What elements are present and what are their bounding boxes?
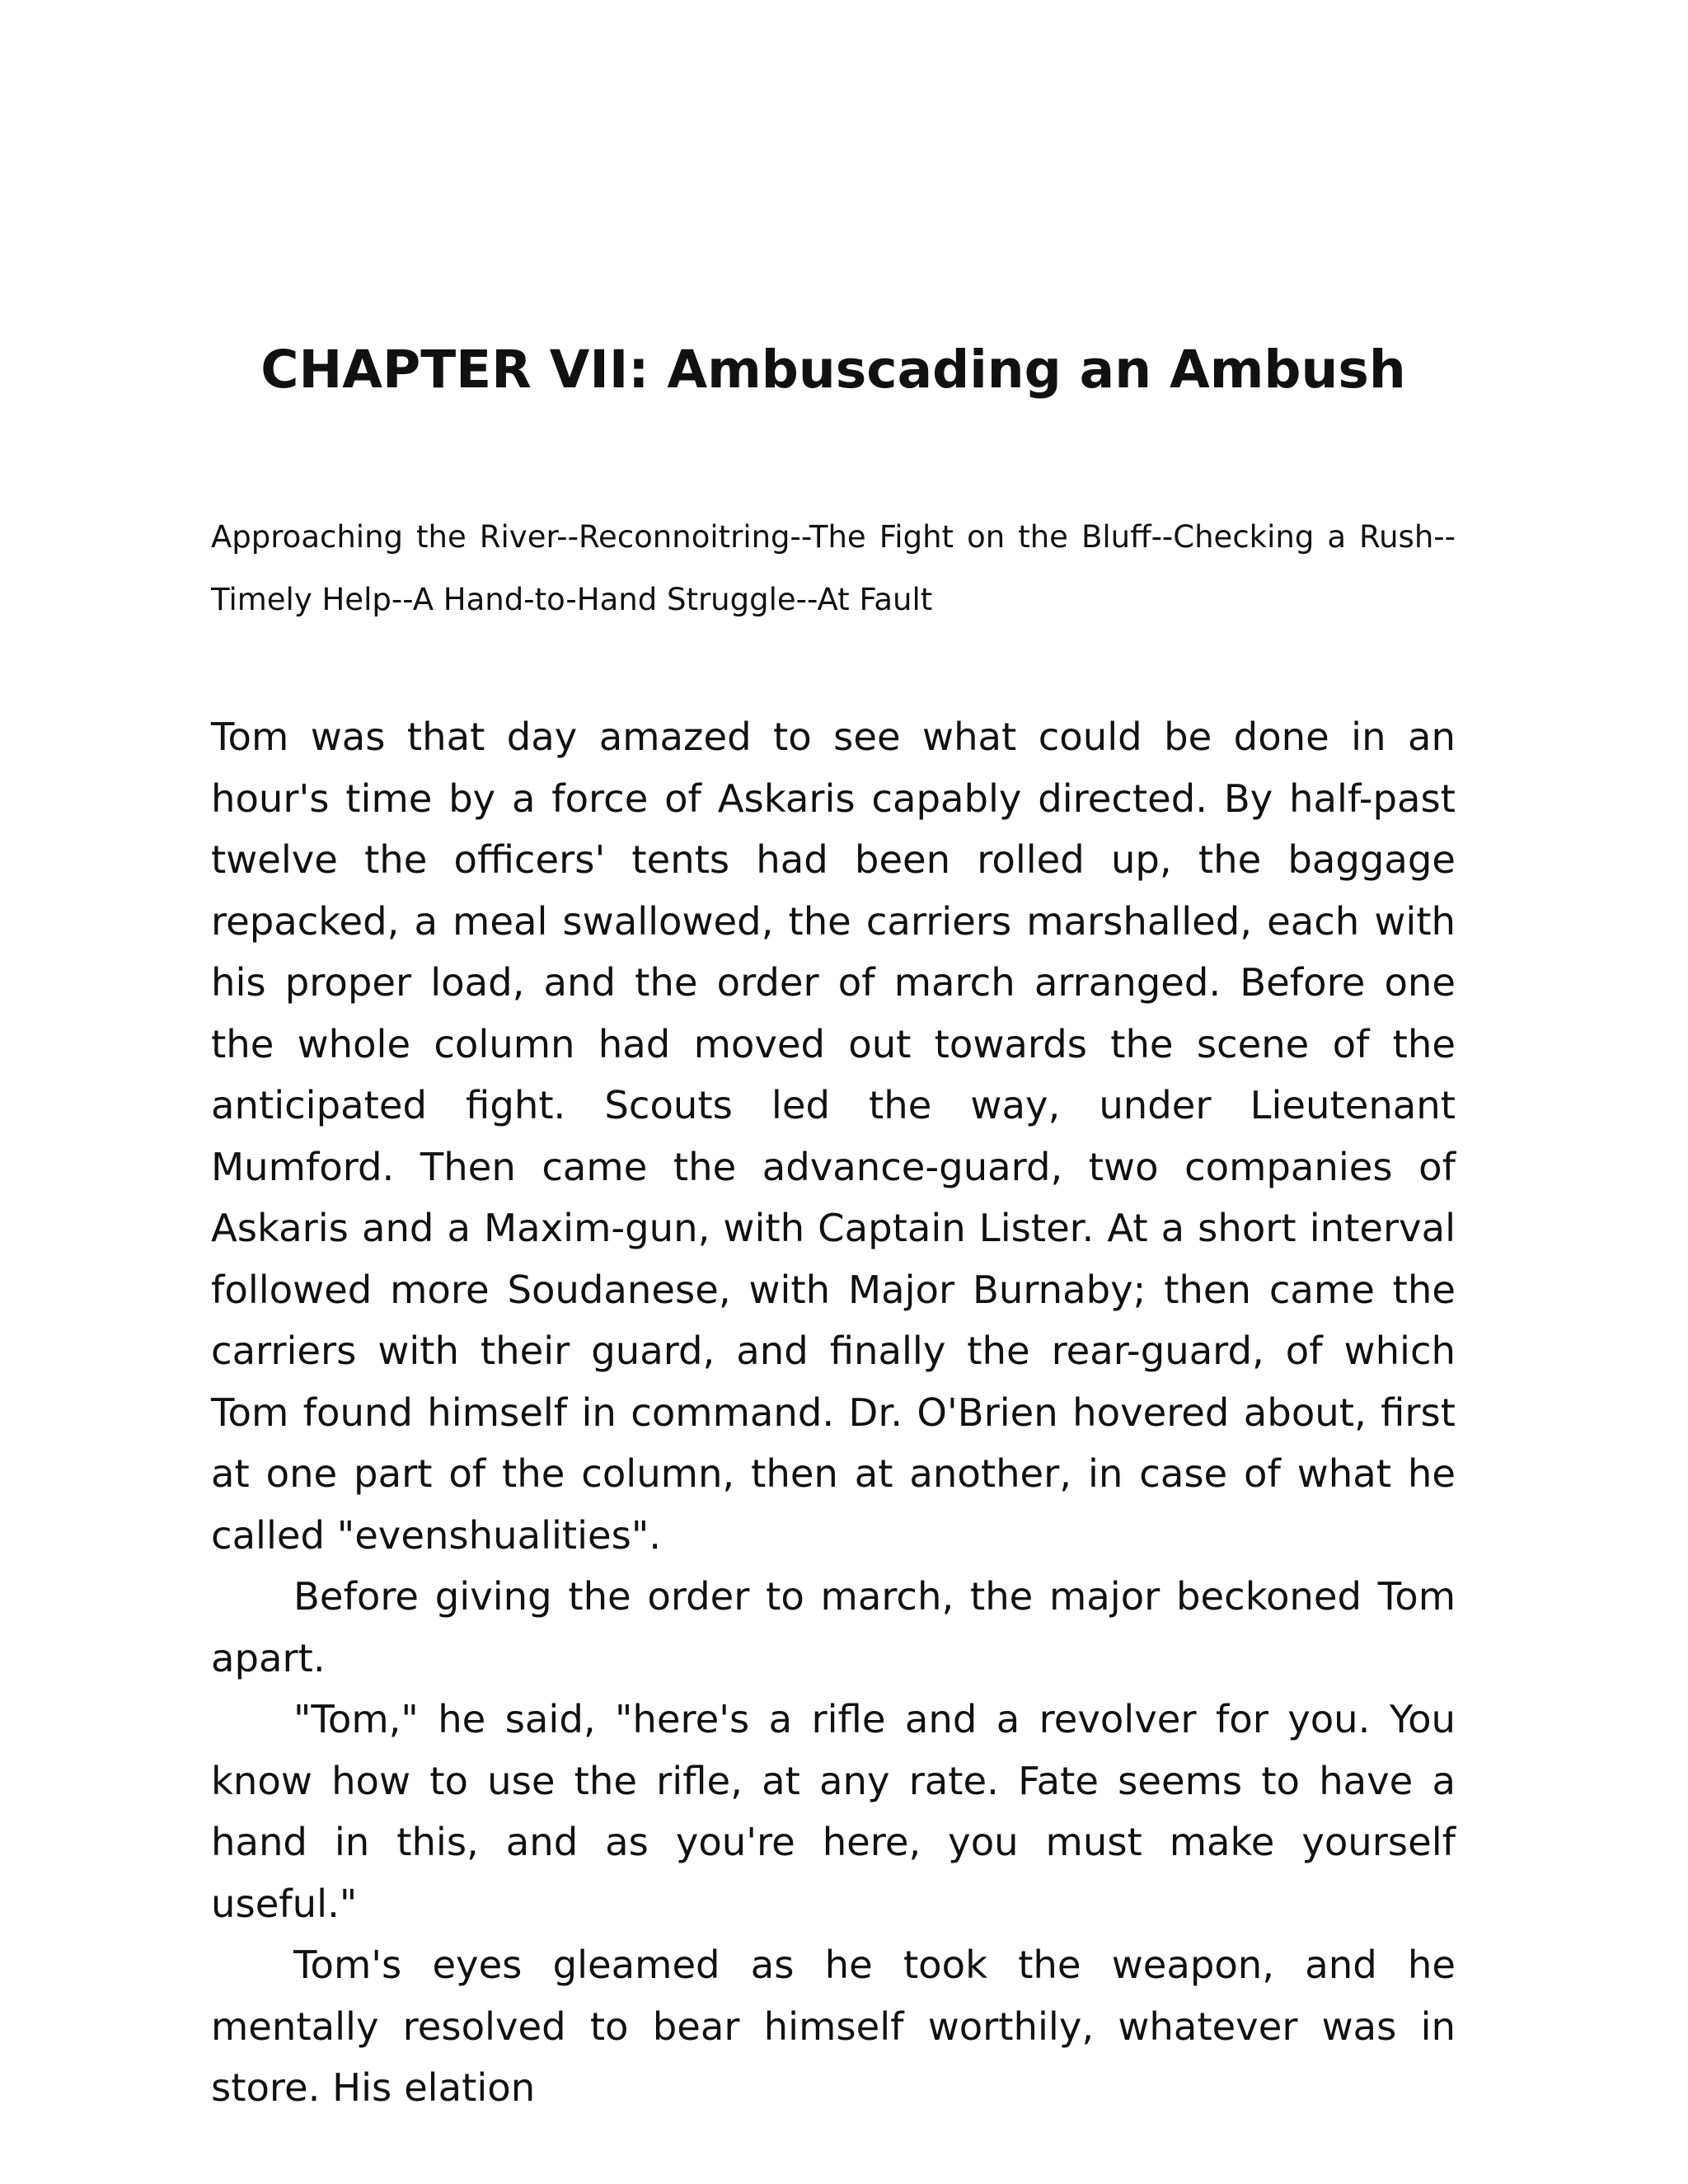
paragraph-4: Tom's eyes gleamed as he took the weapon, and he mentally resolved to bear himself worthily, whatever was in store. His elation xyxy=(211,1943,1456,2110)
book-page xyxy=(211,0,1456,2184)
paragraph-1: Tom was that day amazed to see what could be done in an hour's time by a force of Askaris capably directed. By half-past twelve the officers' tents had been rolled up, the baggage repacked, a meal swallowed, the carriers marshalled, each with his proper load, and the order of march arranged. Before one the whole column had moved out towards the scene of the anticipated fight. Scouts led the way, under Lieutenant Mumford. Then came the advance-guard, two companies of Askaris and a Maxim-gun, with Captain Lister. At a short interval followed more Soudanese, with Major Burnaby; then came the carriers with their guard, and finally the rear-guard, of which Tom found himself in command. Dr. O'Brien hovered about, first at one part of the column, then at another, in case of what he called "evenshualities". xyxy=(211,715,1456,1558)
chapter-summary: Approaching the River--Reconnoitring--The Fight on the Bluff--Checking a Rush--Timely Help--A Hand-to-Hand Struggle--At Fault xyxy=(211,519,1456,617)
chapter-body xyxy=(211,706,1456,2119)
paragraph-2: Before giving the order to march, the major beckoned Tom apart. xyxy=(211,1574,1456,1680)
paragraph-3: "Tom," he said, "here's a rifle and a revolver for you. You know how to use the rifle, at any rate. Fate seems to have a hand in this, and as you're here, you must make yourself useful." xyxy=(211,1697,1456,1926)
chapter-title: CHAPTER VII: Ambuscading an Ambush xyxy=(260,340,1406,400)
